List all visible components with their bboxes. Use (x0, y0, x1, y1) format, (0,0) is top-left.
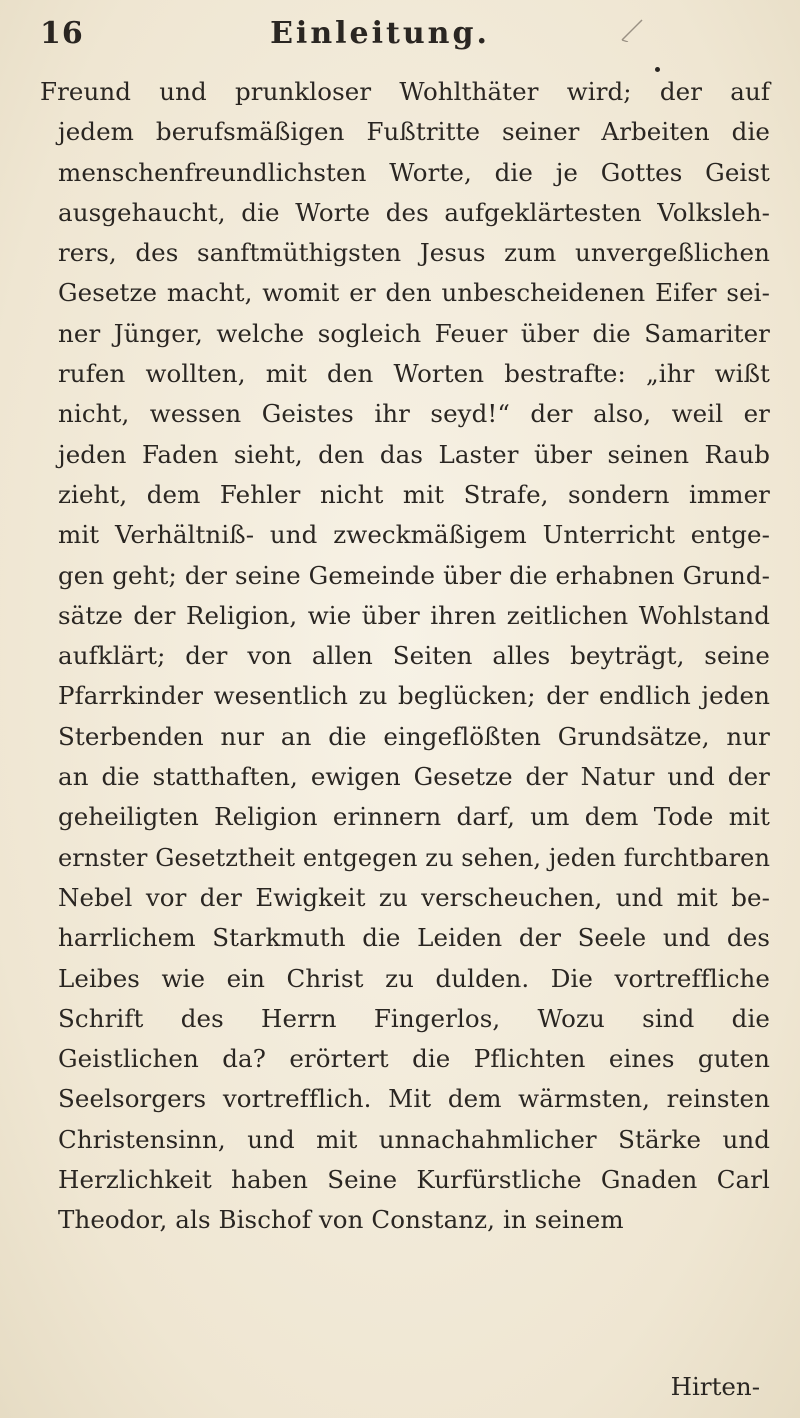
tick-mark-icon (618, 16, 646, 42)
text-line: aufklärt; der von allen Seiten alles beyträgt, seine (58, 641, 770, 671)
text-line: Christensinn, und mit unnachahmlicher Stärke und (58, 1124, 770, 1154)
page-number: 16 (40, 16, 84, 51)
text-line: jeden Faden sieht, den das Laster über seinen Raub (58, 439, 770, 469)
text-line: Nebel vor der Ewigkeit zu verscheuchen, und mit be- (58, 882, 770, 912)
text-line: Freund und prunkloser Wohlthäter wird; der auf (40, 77, 770, 106)
text-line: ernster Gesetztheit entgegen zu sehen, jeden furchtbaren (58, 843, 771, 872)
text-line: ner Jünger, welche sogleich Feuer über die Samariter (58, 318, 770, 348)
text-line: zieht, dem Fehler nicht mit Strafe, sondern immer (58, 479, 770, 509)
text-line: Gesetze macht, womit er den unbescheidenen Eifer sei- (58, 278, 770, 308)
text-line: Seelsorgers vortrefflich. Mit dem wärmsten, reinsten (58, 1084, 770, 1114)
page-header (40, 16, 760, 66)
catchword: Hirten- (670, 1372, 760, 1401)
text-line: Leibes wie ein Christ zu dulden. Die vortreffliche (58, 963, 770, 993)
text-line: Pfarrkinder wesentlich zu beglücken; der endlich jeden (58, 681, 770, 711)
text-line: Geistlichen da? erörtert die Pflichten eines guten (58, 1044, 770, 1074)
text-line: rufen wollten, mit den Worten bestrafte: „ihr wißt (58, 359, 770, 389)
text-line: Schrift des Herrn Fingerlos, Wozu sind die (58, 1003, 770, 1033)
text-line: ausgehaucht, die Worte des aufgeklärtesten Volksleh- (58, 197, 770, 227)
text-line: harrlichem Starkmuth die Leiden der Seele und des (58, 923, 770, 953)
text-line: rers, des sanftmüthigsten Jesus zum unvergeßlichen (58, 238, 770, 268)
text-line: Sterbenden nur an die eingeflößten Grundsätze, nur (58, 721, 770, 751)
text-line: geheiligten Religion erinnern darf, um dem Tode mit (58, 802, 770, 832)
text-line: menschenfreundlichsten Worte, die je Gottes Geist (58, 157, 770, 187)
text-line: an die statthaften, ewigen Gesetze der Natur und der (58, 762, 770, 792)
text-line: Theodor, als Bischof von Constanz, in seinem (58, 1205, 624, 1235)
text-line: jedem berufsmäßigen Fußtritte seiner Arbeiten die (58, 117, 770, 147)
running-head: Einleitung. (270, 16, 490, 51)
text-line: mit Verhältniß- und zweckmäßigem Unterricht entge- (58, 520, 770, 550)
text-line: nicht, wessen Geistes ihr seyd!“ der also, weil er (58, 399, 770, 429)
text-line: gen geht; der seine Gemeinde über die erhabnen Grund- (58, 560, 770, 590)
text-line: Herzlichkeit haben Seine Kurfürstliche Gnaden Carl (58, 1165, 770, 1195)
text-line: sätze der Religion, wie über ihren zeitlichen Wohlstand (58, 600, 770, 630)
body-text (40, 72, 771, 1241)
